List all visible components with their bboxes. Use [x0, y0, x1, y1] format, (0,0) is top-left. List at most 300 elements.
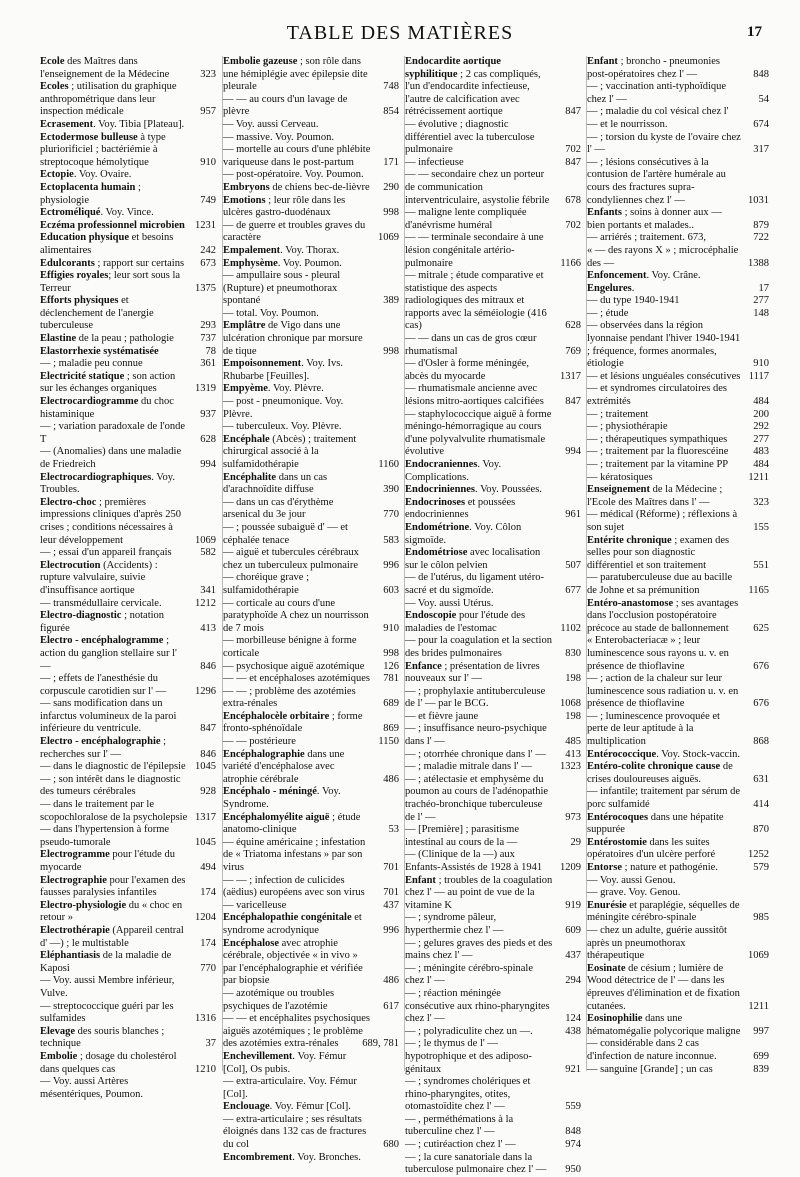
- index-entry: [587, 635, 771, 673]
- index-entry-page: 361: [200, 358, 216, 370]
- index-entry: [587, 598, 771, 636]
- index-columns: [40, 56, 770, 1176]
- index-entry-text: Elevage des souris blanches ; technique: [40, 1025, 165, 1050]
- index-entry-text: Electro - encéphalogramme ; action du ganglion stellaire sur l' —: [40, 635, 177, 672]
- index-entry-text: « — des rayons X » ; microcéphalie des —: [587, 244, 739, 269]
- index-entry: [405, 270, 583, 333]
- index-entry-page: 1204: [195, 912, 216, 924]
- index-entry: [223, 383, 401, 396]
- index-entry-page: 998: [383, 647, 399, 659]
- index-entry-page: 847: [565, 106, 581, 118]
- index-entry-page: 839: [753, 1063, 769, 1075]
- index-entry-text: — , perméthémations à la tuberculine chez l' —: [405, 1113, 514, 1138]
- index-entry-page: 701: [383, 862, 399, 873]
- index-entry-text: Ecoles ; utilisation du graphique anthropométrique dans leur inspection médicale: [40, 81, 177, 118]
- index-entry: [405, 711, 583, 724]
- index-entry-page: 770: [383, 509, 399, 521]
- index-entry-text: — observées dans la région lyonnaise pendant l'hiver 1940-1941 ; fréquence, formes anormales, étiologie: [587, 320, 741, 370]
- index-entry-text: Encéphalomyélite aiguë ; étude anatomo-clinique: [223, 811, 361, 836]
- index-entry: [223, 258, 401, 271]
- index-entry-text: — extra-articulaire. Voy. Fémur [Col].: [223, 1076, 357, 1100]
- index-entry-text: Emplâtre de Vigo dans une ulcération chronique par morsure de tique: [223, 320, 363, 357]
- index-entry-text: — ; poussée subaiguë d' — et céphalée tenace: [223, 521, 348, 546]
- index-entry: [223, 421, 401, 434]
- index-entry: [40, 736, 218, 761]
- index-entry-text: — (Anomalies) dans une maladie de Friedreich: [40, 446, 182, 470]
- index-entry-text: — — et encéphalites psychosiques aiguës azotémiques ; le problème des azotémies extra-rénales: [223, 1013, 370, 1050]
- index-entry-page: 928: [200, 786, 216, 798]
- index-entry-page: 277: [753, 295, 769, 307]
- index-entry-page: 277: [753, 433, 769, 445]
- index-entry: [587, 812, 771, 837]
- index-entry: [405, 547, 583, 572]
- index-entry-page: 582: [200, 547, 216, 559]
- index-entry-page: 390: [383, 484, 399, 496]
- index-entry: [587, 283, 771, 296]
- index-entry-text: — ; insuffisance neuro-psychique dans l' —: [405, 723, 547, 748]
- index-entry: [223, 736, 401, 749]
- index-entry-page: 869: [383, 723, 399, 735]
- index-entry: [587, 409, 771, 422]
- index-entry-page: 437: [383, 899, 399, 911]
- index-entry-page: 676: [753, 698, 769, 710]
- index-entry: [405, 497, 583, 522]
- index-entry-page: 628: [565, 320, 581, 332]
- index-entry-text: Encéphale (Abcès) ; traitement chirurgical associé à la sulfamidothérapie: [223, 433, 357, 470]
- index-entry-page: 996: [383, 924, 399, 936]
- index-entry-text: — ; maladie du col vésical chez l' — et le nourrisson.: [587, 106, 729, 130]
- index-entry: [40, 472, 218, 497]
- index-entry-page: 1166: [560, 257, 581, 269]
- index-entry-text: — ; thérapeutiques sympathiques: [587, 433, 728, 445]
- index-entry-text: — aiguë et tubercules cérébraux chez un tuberculeux pulmonaire: [223, 547, 359, 571]
- index-entry-page: 1031: [748, 194, 769, 206]
- index-entry: [223, 900, 401, 913]
- index-entry-text: — ; luminescence provoquée et perte de leur aptitude à la multiplication: [587, 710, 720, 748]
- index-entry-page: 486: [383, 975, 399, 987]
- index-entry-text: Emotions ; leur rôle dans les ulcères gastro-duodénaux: [223, 194, 346, 219]
- index-entry: [223, 711, 401, 736]
- index-entry: [223, 1101, 401, 1114]
- index-entry-page: 781: [383, 673, 399, 685]
- index-entry-text: Electrothérapie (Appareil central d' —) ; le multistable: [40, 924, 184, 949]
- index-entry: [223, 195, 401, 220]
- index-entry-text: Enseignement de la Médecine ; l'Ecole des Maîtres dans l' —: [587, 484, 723, 508]
- index-entry: [587, 509, 771, 534]
- index-entry-page: 484: [753, 459, 769, 470]
- index-entry-page: 702: [565, 144, 581, 156]
- index-entry-text: Ecole des Maîtres dans l'enseignement de la Médecine: [40, 56, 170, 80]
- index-entry-page: 673: [200, 257, 216, 269]
- index-entry: [223, 308, 401, 321]
- index-entry: [405, 1139, 583, 1152]
- index-entry-page: 413: [565, 748, 581, 760]
- index-entry-page: 985: [753, 912, 769, 924]
- index-entry-text: — Voy. aussi Artères mésentériques, Poumon.: [40, 1076, 143, 1100]
- index-entry: [587, 963, 771, 1013]
- index-entry: [40, 182, 218, 207]
- index-entry-text: Enfance ; présentation de livres nouveaux sur l' —: [405, 660, 540, 685]
- index-entry-text: Embolie ; dosage du cholestérol dans quelques cas: [40, 1050, 177, 1075]
- index-entry-page: 414: [753, 799, 769, 811]
- index-entry-page: 174: [200, 937, 216, 949]
- index-entry-page: 494: [200, 862, 216, 873]
- index-entry-text: Entérostomie dans les suites opératoires d'un ulcère perforé: [587, 836, 716, 861]
- index-entry-text: — du type 1940-1941: [587, 295, 680, 307]
- index-entry: [587, 459, 771, 472]
- index-entry-page: 559: [565, 1101, 581, 1113]
- index-entry-page: 689: [383, 698, 399, 710]
- index-entry-text: Efforts physiques et déclenchement de l'anergie tuberculeuse: [40, 295, 154, 332]
- index-entry-page: 551: [753, 559, 769, 571]
- index-entry: [405, 598, 583, 611]
- index-entry-text: Electro-physiologie du « choc en retour »: [40, 899, 183, 924]
- index-entry-text: — — et encéphaloses azotémiques: [223, 673, 370, 685]
- index-column-3: [404, 56, 583, 1176]
- index-entry-text: — ; son intérêt dans le diagnostic des tumeurs cérébrales: [40, 773, 181, 798]
- index-entry-page: 1069: [378, 232, 399, 244]
- index-entry: [40, 56, 218, 81]
- index-entry: [405, 1076, 583, 1114]
- index-entry-text: Endocrinoses et poussées endocriniennes: [405, 496, 516, 521]
- index-entry-text: — tuberculeux. Voy. Plèvre.: [223, 421, 342, 433]
- index-entry-text: Ectodermose bulleuse à type pluriorificiel ; bactériémie à streptocoque hémolytique: [40, 131, 166, 168]
- index-entry: [405, 938, 583, 963]
- index-entry: [40, 421, 218, 446]
- index-entry-text: — ; syndromes cholériques et rhino-pharyngites, otites, otomastoïdite chez l' —: [405, 1076, 531, 1113]
- index-entry: [587, 207, 771, 232]
- index-entry-text: Electro-diagnostic ; notation figurée: [40, 610, 165, 634]
- index-entry-page: 603: [383, 584, 399, 596]
- index-entry-page: 974: [565, 1139, 581, 1151]
- index-entry: [223, 837, 401, 875]
- index-entry-page: 628: [200, 433, 216, 445]
- index-entry-page: 124: [565, 1013, 581, 1025]
- index-entry-text: Enfant ; troubles de la coagulation chez l' — au point de vue de la vitamine K: [405, 874, 553, 911]
- index-entry-text: Endocriniennes. Voy. Poussées.: [405, 484, 542, 496]
- index-entry-page: 17: [758, 282, 769, 294]
- index-entry: [405, 169, 583, 207]
- index-entry: [405, 1152, 583, 1177]
- index-entry-page: 997: [753, 1025, 769, 1037]
- index-entry-page: 1317: [195, 811, 216, 823]
- index-entry-page: 413: [200, 622, 216, 634]
- index-entry: [587, 421, 771, 434]
- index-entry: [587, 245, 771, 270]
- index-entry-text: — ; cutiréaction chez l' —: [405, 1139, 516, 1151]
- index-entry-text: — ; réaction méningée consécutive aux rhino-pharyngites chez l' —: [405, 987, 550, 1025]
- index-entry-page: 617: [383, 1000, 399, 1012]
- index-entry-page: 579: [753, 862, 769, 873]
- index-entry-text: Electro-choc ; premières impressions cliniques d'après 250 crises ; conditions nécessaires à leur développement: [40, 496, 181, 546]
- index-entry-page: 242: [200, 244, 216, 256]
- index-entry-page: 919: [565, 899, 581, 911]
- index-entry-text: — — secondaire chez un porteur de communication interventriculaire, asystolie fébrile: [405, 169, 550, 206]
- index-entry-page: 677: [565, 584, 581, 596]
- index-entry-page: 961: [565, 509, 581, 521]
- index-entry-text: — mitrale ; étude comparative et statistique des aspects radiologiques des mitraux et rapports avec la séméiologie (416 cas): [405, 270, 547, 332]
- index-entry: [40, 295, 218, 333]
- index-entry: [223, 220, 401, 245]
- index-entry: [405, 988, 583, 1026]
- index-entry: [40, 975, 218, 1000]
- index-entry: [40, 673, 218, 698]
- index-entry: [223, 144, 401, 169]
- index-entry-page: 290: [383, 181, 399, 193]
- index-entry-text: Endocraniennes. Voy. Complications.: [405, 459, 502, 483]
- index-entry: [405, 522, 583, 547]
- index-entry-page: 171: [383, 156, 399, 168]
- index-entry-text: — massive. Voy. Poumon.: [223, 131, 334, 143]
- index-entry-text: Entéro-anastomose ; ses avantages dans l'occlusion postopératoire précoce au stade de ballonnement: [587, 597, 739, 634]
- index-entry-page: 198: [565, 710, 581, 722]
- index-entry-text: Electrographie pour l'examen des fausses paralysies infantiles: [40, 874, 186, 899]
- index-entry: [587, 862, 771, 875]
- index-entry-page: 846: [200, 748, 216, 760]
- index-entry-page: 830: [565, 647, 581, 659]
- index-entry: [223, 169, 401, 182]
- index-entry: [40, 1076, 218, 1101]
- index-entry-text: — staphylococcique aiguë à forme méningo-hémorragique au cours d'une polyvalvulite rhumatismale évolutive: [405, 408, 552, 458]
- index-entry-text: Ectoplacenta humain ; physiologie: [40, 181, 141, 206]
- index-entry-page: 78: [205, 345, 216, 357]
- index-entry: [223, 572, 401, 597]
- index-entry-text: — streptococcique guéri par les sulfamides: [40, 1000, 174, 1025]
- index-entry-text: Encombrement. Voy. Bronches.: [223, 1151, 361, 1163]
- index-entry-text: Elastorrhexie systématisée: [40, 345, 159, 357]
- index-entry-text: Encéphalo - méningé. Voy. Syndrome.: [223, 786, 341, 811]
- index-entry: [587, 572, 771, 597]
- index-entry-text: — pour la coagulation et la section des brides pulmonaires: [405, 635, 552, 659]
- index-entry-text: — total. Voy. Poumon.: [223, 307, 319, 319]
- index-entry-page: 678: [565, 194, 581, 206]
- index-entry-text: — — postérieure: [223, 736, 296, 748]
- index-entry: [223, 1114, 401, 1152]
- index-entry: [223, 434, 401, 472]
- index-entry-text: Entérocoques dans une hépatite suppurée: [587, 811, 724, 836]
- index-entry-page: 625: [753, 622, 769, 634]
- index-entry-page: 323: [200, 68, 216, 80]
- index-entry: [223, 497, 401, 522]
- index-entry-page: 1319: [195, 383, 216, 395]
- index-entry-page: 1388: [748, 257, 769, 269]
- index-entry-page: 1323: [560, 761, 581, 773]
- index-entry-page: 847: [565, 156, 581, 168]
- index-entry-text: — Voy. aussi Membre inférieur, Vulve.: [40, 975, 175, 999]
- index-entry-text: — ; otorrhée chronique dans l' —: [405, 748, 546, 760]
- index-entry-text: — ampullaire sous - pleural (Rupture) et pneumothorax spontané: [223, 270, 341, 307]
- index-entry: [223, 938, 401, 988]
- index-entry: [40, 220, 218, 233]
- index-entry-page: 507: [565, 559, 581, 571]
- index-entry-text: Ectroméliqué. Voy. Vince.: [40, 207, 154, 219]
- index-entry-text: — ; gelures graves des pieds et des mains chez l' —: [405, 937, 553, 962]
- index-entry-page: 483: [753, 446, 769, 458]
- index-entry: [587, 711, 771, 749]
- index-entry-page: 848: [565, 1126, 581, 1138]
- index-entry: [587, 295, 771, 308]
- index-entry-text: — ; syndrome pâleur, hyperthermie chez l' —: [405, 912, 504, 936]
- index-entry-text: — ; vaccination anti-typhoïdique chez l' —: [587, 81, 727, 105]
- index-entry: [405, 1026, 583, 1039]
- index-column-2: [222, 56, 401, 1163]
- index-entry-text: — de l'utérus, du ligament utéro-sacré et du sigmoïde.: [405, 572, 544, 596]
- index-entry-text: — ; traitement: [587, 408, 649, 420]
- index-entry: [40, 1001, 218, 1026]
- index-entry-page: 1212: [195, 597, 216, 609]
- index-entry-text: — ; traitement par la vitamine PP: [587, 459, 729, 470]
- index-entry: [405, 774, 583, 824]
- index-entry-page: 1375: [195, 282, 216, 294]
- index-entry-page: 293: [200, 320, 216, 332]
- index-entry-text: Ectopie. Voy. Ovaire.: [40, 169, 132, 181]
- index-entry-text: Effigies royales; leur sort sous la Terreur: [40, 270, 181, 294]
- index-entry: [587, 786, 771, 811]
- index-entry-text: — — au cours d'un lavage de plèvre: [223, 93, 348, 118]
- index-entry-text: Entorse ; nature et pathogénie.: [587, 862, 718, 873]
- index-entry-text: — post-opératoire. Voy. Poumon.: [223, 169, 364, 181]
- index-entry-text: Eléphantiasis de la maladie de Kaposi: [40, 950, 172, 974]
- index-entry: [40, 761, 218, 774]
- index-entry: [223, 1152, 401, 1165]
- index-entry-text: — psychosique aiguë azotémique: [223, 660, 365, 672]
- index-entry-text: — maligne lente compliquée d'anévrisme huméral: [405, 207, 527, 231]
- index-entry-page: 341: [200, 584, 216, 596]
- index-entry: [587, 132, 771, 157]
- index-entry-page: 994: [565, 446, 581, 458]
- index-entry: [587, 535, 771, 573]
- index-entry-page: 1316: [195, 1013, 216, 1025]
- index-entry-text: — et fièvre jaune: [405, 710, 479, 722]
- index-entry-text: Encéphalose avec atrophie cérébrale, objectivée « in vivo » par l'encéphalographie et vérifiée par biopsie: [223, 937, 363, 987]
- index-entry: [40, 258, 218, 271]
- index-entry: [587, 837, 771, 862]
- index-entry-text: — transmédullaire cervicale.: [40, 597, 162, 609]
- index-entry-text: — dans l'hypertension à forme pseudo-tumorale: [40, 824, 170, 848]
- index-entry-page: 847: [565, 396, 581, 408]
- index-entry: [223, 1051, 401, 1076]
- index-entry: [40, 169, 218, 182]
- index-entry-text: Eczéma professionnel microbien: [40, 219, 185, 231]
- index-entry: [40, 774, 218, 799]
- index-entry: [223, 749, 401, 787]
- index-entry: [40, 207, 218, 220]
- index-entry: [40, 333, 218, 346]
- index-entry-text: — ; la cure sanatoriale dans la tuberculose pulmonaire chez l' —: [405, 1151, 547, 1176]
- index-entry-text: Empyème. Voy. Plèvre.: [223, 383, 324, 395]
- index-entry: [405, 1038, 583, 1076]
- index-entry-text: — varicelleuse: [223, 899, 287, 911]
- index-entry-text: — ; effets de l'anesthésie du corpuscule carotidien sur l' —: [40, 673, 167, 697]
- index-entry-page: 200: [753, 408, 769, 420]
- index-entry-page: 996: [383, 559, 399, 571]
- index-entry-text: Emphysème. Voy. Poumon.: [223, 257, 342, 269]
- index-entry: [405, 749, 583, 762]
- index-entry: [223, 812, 401, 837]
- index-entry: [40, 849, 218, 874]
- index-entry: [405, 1114, 583, 1139]
- index-column-4: [586, 56, 771, 1075]
- index-entry: [405, 484, 583, 497]
- page-header: [0, 22, 800, 48]
- index-entry-page: 957: [200, 106, 216, 118]
- index-entry-page: 126: [383, 660, 399, 672]
- index-entry-page: 1209: [560, 862, 581, 873]
- index-entry-text: — mortelle au cours d'une phlébite variqueuse dans le post-partum: [223, 144, 371, 168]
- index-entry: [40, 119, 218, 132]
- index-entry-text: — ; lésions consécutives à la contusion de l'artère humérale au cours des fractures supra-condyliennes chez l' —: [587, 156, 726, 206]
- index-entry: [587, 472, 771, 485]
- index-entry-text: Electrogramme pour l'étude du myocarde: [40, 849, 175, 873]
- index-entry: [587, 673, 771, 711]
- index-entry-text: Endométrione. Voy. Côlon sigmoïde.: [405, 521, 522, 546]
- index-entry-text: — et lésions unguéales consécutives: [587, 370, 741, 382]
- index-entry: [223, 635, 401, 660]
- index-entry: [587, 761, 771, 786]
- index-entry-text: — chez un adulte, guérie aussitôt après un pneumothorax thérapeutique: [587, 924, 727, 962]
- index-entry-text: — d'Osler à forme méningée, abcès du myocarde: [405, 358, 530, 382]
- index-entry-text: Endométriose avec localisation sur le côlon pelvien: [405, 547, 541, 571]
- index-entry-page: 1068: [560, 698, 581, 710]
- index-entry-text: Embryons de chiens bec-de-lièvre: [223, 181, 370, 193]
- index-entry: [405, 232, 583, 270]
- index-entry: [587, 484, 771, 509]
- index-entry-page: 1117: [748, 370, 769, 382]
- index-entry-text: — morbilleuse bénigne à forme corticale: [223, 635, 357, 659]
- index-entry-text: Encéphalopathie congénitale et syndrome acrodynique: [223, 912, 362, 936]
- index-entry-page: 680: [383, 1139, 399, 1151]
- index-entry-page: 323: [753, 496, 769, 508]
- index-entry-page: 701: [383, 887, 399, 899]
- index-entry-page: 1296: [195, 685, 216, 697]
- index-entry-page: 998: [383, 207, 399, 219]
- index-entry-page: 769: [565, 345, 581, 357]
- index-entry-page: 155: [753, 521, 769, 533]
- index-entry: [405, 409, 583, 459]
- index-entry: [40, 81, 218, 119]
- index-entry: [40, 270, 218, 295]
- index-entry: [587, 925, 771, 963]
- index-entry: [40, 824, 218, 849]
- index-entry-text: — ; essai d'un appareil français: [40, 547, 172, 559]
- index-entry-page: 1102: [560, 622, 581, 634]
- index-entry-text: « Enterobacteriacæ » ; leur luminescence sous rayons u. v. en présence de thioflavine: [587, 635, 729, 672]
- index-entry-page: 921: [565, 1063, 581, 1075]
- index-entry: [587, 1064, 771, 1077]
- index-entry-page: 950: [565, 1164, 581, 1176]
- index-entry-text: Endoscopie pour l'étude des maladies de l'estomac: [405, 610, 526, 634]
- index-entry-text: — ; variation paradoxale de l'onde T: [40, 421, 186, 445]
- index-entry-text: Ecrasement. Voy. Tibia [Plateau].: [40, 118, 185, 130]
- index-entry: [587, 875, 771, 888]
- index-entry: [587, 446, 771, 459]
- index-entry-text: — ; physiothérapie: [587, 421, 668, 433]
- index-entry-text: — Voy. aussi Cerveau.: [223, 118, 319, 130]
- index-entry-page: 1160: [378, 459, 399, 470]
- index-entry-text: Enfoncement. Voy. Crâne.: [587, 270, 701, 282]
- index-entry: [223, 686, 401, 711]
- index-entry: [587, 900, 771, 925]
- index-entry-page: 1165: [748, 584, 769, 596]
- index-entry-page: 847: [200, 723, 216, 735]
- index-entry-text: — considérable dans 2 cas d'infection de nature inconnue.: [587, 1038, 717, 1062]
- index-entry: [587, 106, 771, 131]
- index-entry: [40, 925, 218, 950]
- index-entry: [405, 635, 583, 660]
- index-entry-text: — évolutive ; diagnostic différentiel avec la tuberculose pulmonaire: [405, 118, 535, 156]
- index-entry-text: — — dans un cas de gros cœur rhumatismal: [405, 333, 537, 357]
- index-entry-text: — équine américaine ; infestation de « Triatoma infestans » par son virus: [223, 836, 366, 873]
